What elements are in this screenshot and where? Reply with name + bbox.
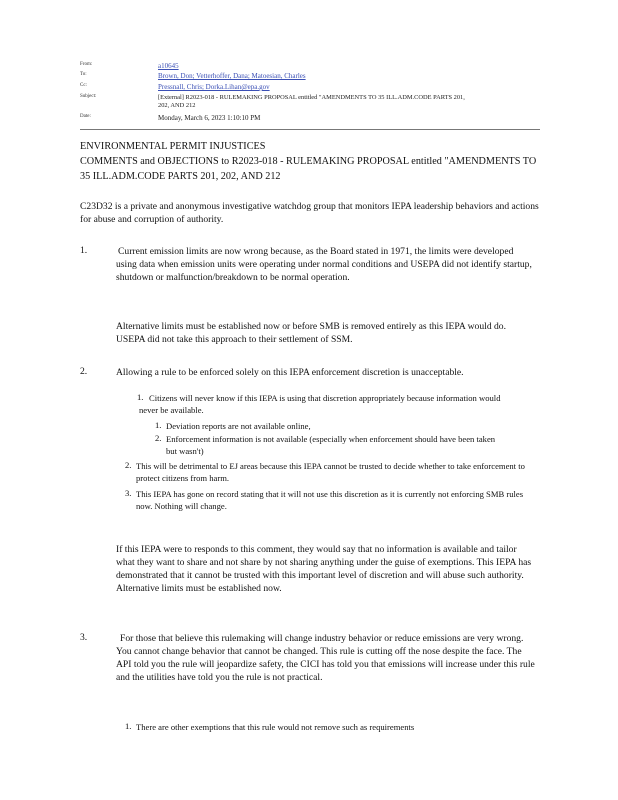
item-2-sub-1-number: 1. <box>137 392 144 402</box>
subject-value <box>158 94 498 110</box>
item-2-sub-2: This will be detrimental to EJ areas because this IEPA cannot be trusted to decide whether to take enforcement to protect citizens from harm. <box>136 461 525 483</box>
item-2-sub-3-number: 3. <box>125 488 132 498</box>
cc-value <box>158 83 498 91</box>
item-2-sub-1: Citizens will never know if this IEPA is using that discretion appropriately because information would never be available. <box>139 393 501 415</box>
cc-label: Cc: <box>80 83 87 88</box>
date-label: Date: <box>80 114 91 119</box>
item-3-sub-1: There are other exemptions that this rule would not remove such as requirements <box>136 722 415 732</box>
item-1-number: 1. <box>80 245 88 256</box>
item-2-number: 2. <box>80 366 88 377</box>
from-value <box>158 62 498 70</box>
item-2-sub-3: This IEPA has gone on record stating that it will not use this discretion as it is currently not enforcing SMB rules now. Nothing will change. <box>136 489 524 511</box>
document-title <box>80 139 550 184</box>
item-2-sub-2-number: 2. <box>125 460 132 470</box>
title-line-3: 35 ILL.ADM.CODE PARTS 201, 202, AND 212 <box>80 171 281 182</box>
item-2-paragraph-2: If this IEPA were to responds to this comment, they would say that no information is available and tailor what they want to share and not share by not sharing anything under the guise of exemptions. This IEPA has demonstrated that it cannot be trusted with this important level of discretion and will abuse such authority. Alternative limits must be established now. <box>116 544 532 594</box>
item-2-sub-1a: Deviation reports are not available online, <box>166 421 311 431</box>
item-2-sub-1b: Enforcement information is not available (especially when enforcement should have been taken but wasn't) <box>166 434 496 456</box>
title-line-1: ENVIRONMENTAL PERMIT INJUSTICES <box>80 141 266 152</box>
item-2-sub-1a-number: 1. <box>155 420 162 430</box>
item-1-paragraph-2: Alternative limits must be established now or before SMB is removed entirely as this IEPA would do. USEPA did not take this approach to their settlement of SSM. <box>116 321 507 345</box>
item-3-paragraph-1: For those that believe this rulemaking will change industry behavior or reduce emissions are very wrong. You cannot change behavior that cannot be changed. This rule is cutting off the nose despite the face. The API told you the rule will jeopardize safety, the CICI has told you that emissions will increase under this rule and the utilities have told you the rule is not practical. <box>116 633 535 683</box>
recipients-link[interactable]: Brown, Don; Vetterhoffer, Dana; Matoesian, Charles <box>158 72 306 80</box>
subject-line-2: 202, AND 212 <box>158 102 196 109</box>
intro-paragraph: C23D32 is a private and anonymous investigative watchdog group that monitors IEPA leadership behaviors and actions for abuse and corruption of authority. <box>80 201 539 225</box>
from-label: From: <box>80 62 93 67</box>
date-value: Monday, March 6, 2023 1:10:10 PM <box>158 114 261 122</box>
header-divider <box>80 129 540 130</box>
item-3-number: 3. <box>80 632 88 643</box>
item-3-sub-1-number: 1. <box>125 721 132 731</box>
to-label: To: <box>80 72 87 77</box>
cc-link[interactable]: Pressnall, Chris; Dorka.Lihan@epa.gov <box>158 83 270 91</box>
item-2-sub-1b-number: 2. <box>155 433 162 443</box>
title-line-2: COMMENTS and OBJECTIONS to R2023-018 - RULEMAKING PROPOSAL entitled "AMENDMENTS TO <box>80 156 537 167</box>
subject-label: Subject: <box>80 94 97 99</box>
to-value <box>158 72 498 80</box>
item-2-paragraph-1: Allowing a rule to be enforced solely on this IEPA enforcement discretion is unacceptable. <box>116 367 464 378</box>
item-1-paragraph-1: Current emission limits are now wrong because, as the Board stated in 1971, the limits were developed using data when emission units were operating under normal conditions and USEPA did not identify startup, shutdown or malfunction/breakdown to be normal operation. <box>116 246 532 283</box>
sender-link[interactable]: a10645 <box>158 62 179 70</box>
subject-line-1: [External] R2023-018 - RULEMAKING PROPOSAL entitled "AMENDMENTS TO 35 ILL.ADM.CODE PARTS 201, <box>158 94 465 101</box>
